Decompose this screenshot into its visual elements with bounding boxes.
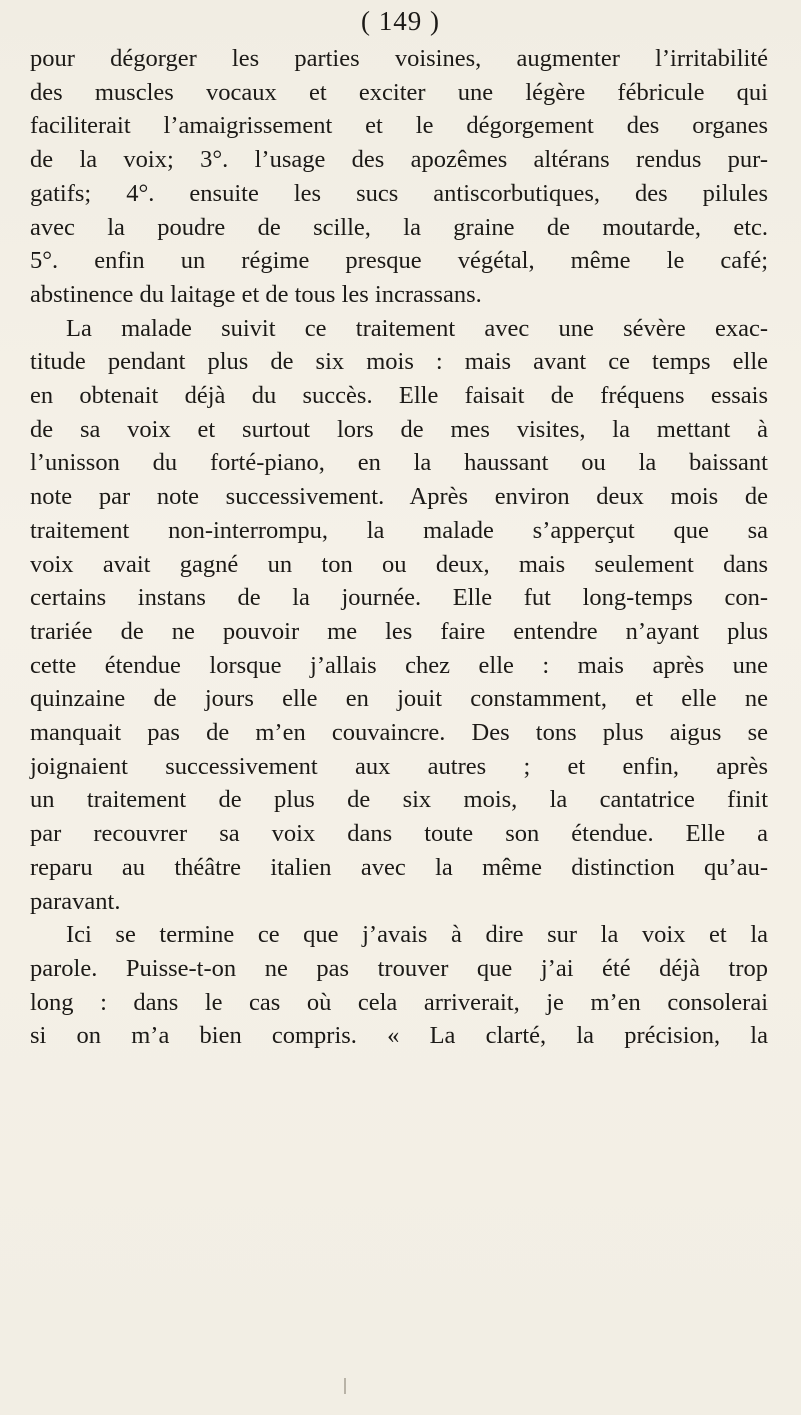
text-line: manquait pas de m’en couvaincre. Des tons plus aigus se [30,719,768,747]
paragraph-start-line: La malade suivit ce traitement avec une sévère exac- [66,314,768,342]
text-line: quinzaine de jours elle en jouit constamment, et elle ne [30,685,768,713]
text-line: titude pendant plus de six mois : mais avant ce temps elle [30,348,768,376]
text-line: note par note successivement. Après environ deux mois de [30,483,768,511]
text-line: certains instans de la journée. Elle fut long-temps con- [30,584,768,612]
text-line: avec la poudre de scille, la graine de moutarde, etc. [30,213,768,241]
text-line: abstinence du laitage et de tous les incrassans. [30,280,482,308]
text-line: gatifs; 4°. ensuite les sucs antiscorbutiques, des pilules [30,179,768,207]
text-line: par recouvrer sa voix dans toute son étendue. Elle a [30,820,768,848]
text-line: de sa voix et surtout lors de mes visites, la mettant à [30,415,768,443]
text-line: de la voix; 3°. l’usage des apozêmes altérans rendus pur- [30,146,768,174]
page-number: ( 149 ) [361,6,440,36]
text-line: paravant. [30,887,121,915]
text-line: en obtenait déjà du succès. Elle faisait de fréquens essais [30,382,768,410]
text-line: trariée de ne pouvoir me les faire entendre n’ayant plus [30,617,768,645]
text-line: voix avait gagné un ton ou deux, mais seulement dans [30,550,768,578]
text-line: reparu au théâtre italien avec la même distinction qu’au- [30,853,768,881]
text-line: joignaient successivement aux autres ; et enfin, après [30,752,768,780]
paragraph-start-line: Ici se termine ce que j’avais à dire sur la voix et la [66,921,768,949]
text-line: faciliterait l’amaigrissement et le dégorgement des organes [30,112,768,140]
paper-mark [344,1378,346,1394]
text-line: des muscles vocaux et exciter une légère fébricule qui [30,78,768,106]
text-line: traitement non-interrompu, la malade s’apperçut que sa [30,516,768,544]
body-text [30,42,768,1053]
text-line: l’unisson du forté-piano, en la haussant ou la baissant [30,449,768,477]
text-line: un traitement de plus de six mois, la cantatrice finit [30,786,768,814]
text-line: 5°. enfin un régime presque végétal, même le café; [30,247,768,275]
text-line: long : dans le cas où cela arriverait, je m’en consolerai [30,988,768,1016]
text-line: pour dégorger les parties voisines, augmenter l’irritabilité [30,45,768,72]
text-line: si on m’a bien compris. « La clarté, la précision, la [30,1022,768,1050]
text-line: cette étendue lorsque j’allais chez elle : mais après une [30,651,768,679]
text-line: parole. Puisse-t-on ne pas trouver que j’ai été déjà trop [30,954,768,982]
